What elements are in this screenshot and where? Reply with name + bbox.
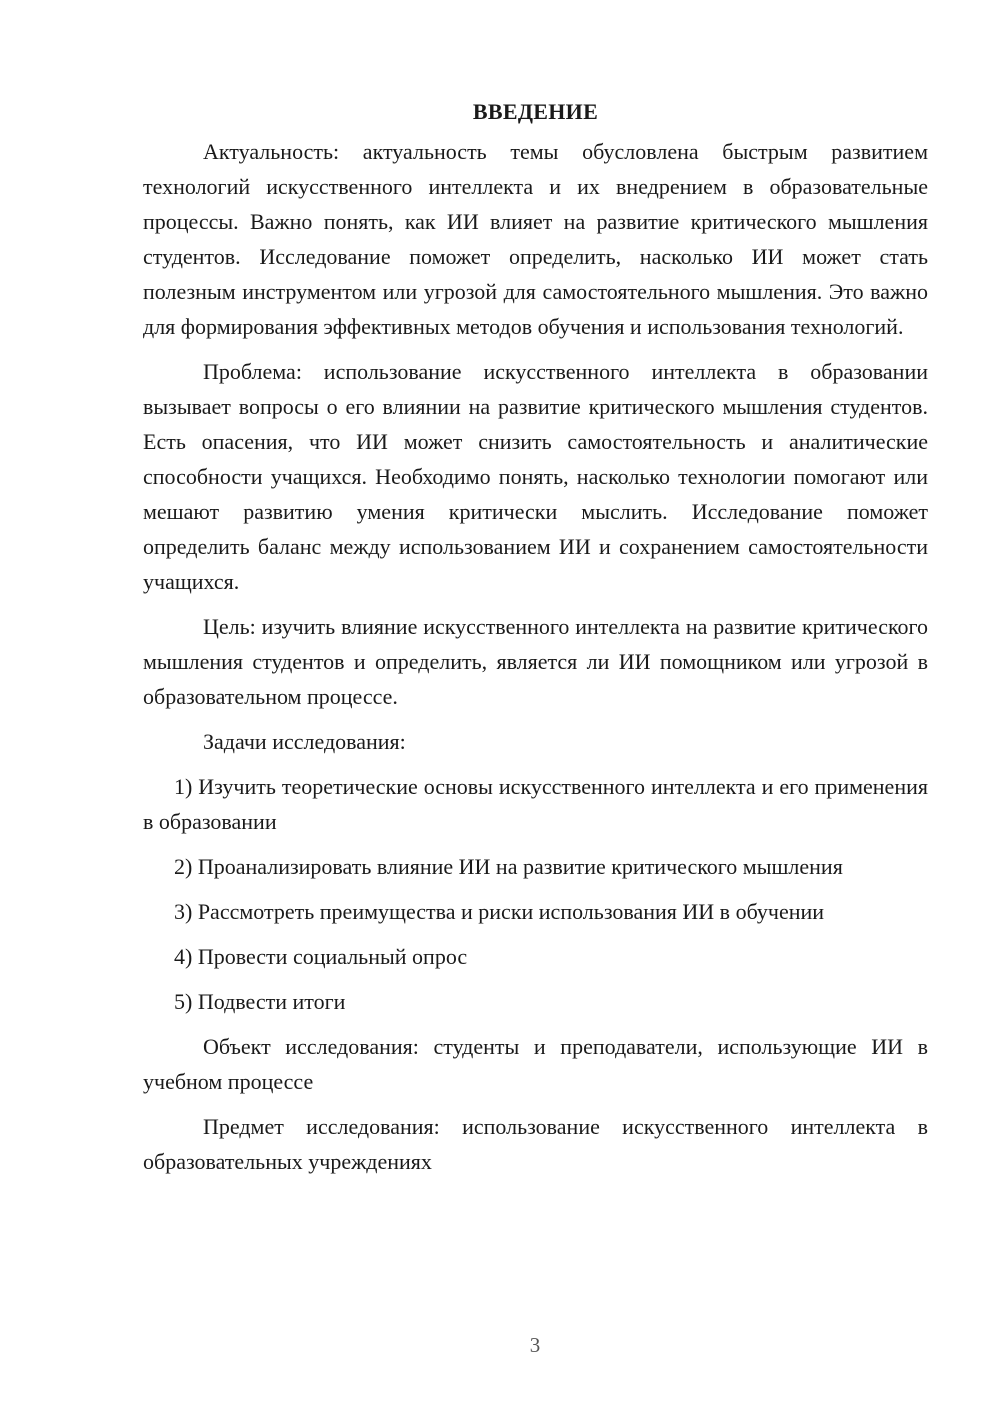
task-item: 3) Рассмотреть преимущества и риски использования ИИ в обучении xyxy=(174,899,825,924)
task-item: 2) Проанализировать влияние ИИ на развитие критического мышления xyxy=(174,854,843,879)
tasks-list xyxy=(143,769,928,1019)
goal-paragraph: Цель: изучить влияние искусственного интеллекта на развитие критического мышления студентов и определить, является ли ИИ помощником или угрозой в образовательном процессе. xyxy=(143,614,928,709)
subject-paragraph: Предмет исследования: использование искусственного интеллекта в образовательных учреждениях xyxy=(143,1114,928,1174)
relevance-paragraph: Актуальность: актуальность темы обусловлена быстрым развитием технологий искусственного интеллекта и их внедрением в образовательные процессы. Важно понять, как ИИ влияет на развитие критического мышления студентов. Исследование поможет определить, насколько ИИ может стать полезным инструментом или угрозой для самостоятельного мышления. Это важно для формирования эффективных методов обучения и использования технологий. xyxy=(143,139,928,339)
section-heading: ВВЕДЕНИЕ xyxy=(472,99,599,124)
task-item: 1) Изучить теоретические основы искусственного интеллекта и его применения в образовании xyxy=(143,774,928,834)
document-page xyxy=(143,94,928,1179)
object-paragraph: Объект исследования: студенты и преподаватели, использующие ИИ в учебном процессе xyxy=(143,1034,928,1094)
page-number: 3 xyxy=(529,1333,541,1357)
tasks-label: Задачи исследования: xyxy=(203,729,406,754)
problem-paragraph: Проблема: использование искусственного интеллекта в образовании вызывает вопросы о его влиянии на развитие критического мышления студентов. Есть опасения, что ИИ может снизить самостоятельность и аналитические способности учащихся. Необходимо понять, насколько технологии помогают или мешают развитию умения критически мыслить. Исследование поможет определить баланс между использованием ИИ и сохранением самостоятельности учащихся. xyxy=(143,359,928,594)
task-item: 5) Подвести итоги xyxy=(174,989,346,1014)
task-item: 4) Провести социальный опрос xyxy=(174,944,468,969)
